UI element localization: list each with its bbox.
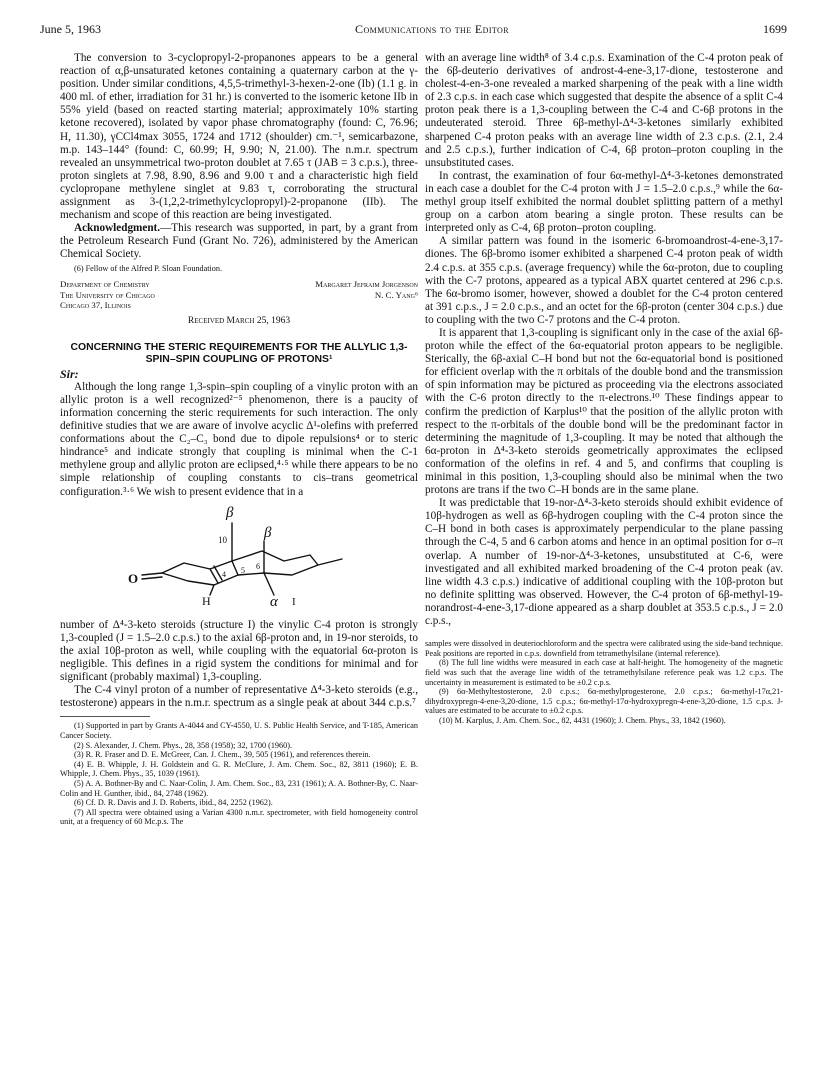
acknowledgment-heading: Acknowledgment. — [74, 222, 161, 235]
footnote: (3) R. R. Fraser and D. E. McGreer, Can. J. Chem., 39, 505 (1961), and references therein. — [74, 750, 371, 760]
footnote: (6) Cf. D. R. Davis and J. D. Roberts, ibid., 84, 2252 (1962). — [74, 798, 273, 808]
footnote: (9) 6α-Methyltestosterone, 2.0 c.p.s.; 6α-methylprogesterone, 2.0 c.p.s.; 6α-methyl-17α,21-dihydroxypregn-4-ene-3,20-dione, 1.5 c.p.s.; 6α-methyl-17α-hydroxypregn-4-ene-3,20-dione, 1.5 c.p.s. J-values are estimated to be accurate to ±0.2 c.p.s. — [425, 687, 783, 716]
footnote-rule — [60, 716, 150, 717]
label-c10: 10 — [218, 534, 227, 545]
address-line: The University of Chicago — [60, 289, 155, 300]
footnote: (7) All spectra were obtained using a Varian 4300 n.m.r. spectrometer, with field homogeneity control unit, at a frequency of 60 Mc.p.s. The — [60, 807, 418, 827]
address-authors — [315, 279, 418, 311]
label-alpha: α — [270, 593, 278, 610]
paragraph: It is apparent that 1,3-coupling is significant only in the case of the axial 6β-proton while the effect of the 6α-equatorial proton appears to be negligible. Sterically, the 6β-axial C–H bond but not the 6α-equatorial bond is positioned for efficient overlap with the π orbitals of the double bond and the transmission of spin information may be pictured as proceeding via the electrons associated with the C-6 proton directly to the π-electrons.¹⁰ These findings appear to confirm the prediction of Karplus¹⁰ that the position of the allylic proton with respect to the π-orbitals of the double bond will be the predominant factor in determining the magnitude of 1,3-coupling. It may be noted that although the 6α-proton in Δ⁴-3-keto steroids geometrically approximates the eclipsed conformation of the olefins in ref. 4 and 5, and confirms that coupling is minimal in this position, 1,3-coupling should also be minimal when the two protons are trans if the two C–H bonds are in the same plane. — [425, 326, 783, 497]
footnote: samples were dissolved in deuteriochloroform and the spectra were calibrated using the side-band technique. Peak positions are reported in c.p.s. downfield from tetramethylsilane (internal reference). — [425, 639, 783, 658]
label-c5: 5 — [241, 565, 245, 575]
right-column — [425, 52, 783, 725]
ring-a-bonds — [162, 561, 238, 585]
paragraph: The conversion to 3-cyclopropyl-2-propanones appears to be a general reaction of α,β-unsaturated ketones containing a quaternary carbon at the γ-position. Under similar conditions, 4,5,5-trimethyl-3-hexen-2-one (Ib) (1.1 g. in 400 ml. of ether, irradiation for 31 hr.) is converted to the isomeric ketone IIb in 55% yield (based on reacted starting material; approximately 10% starting ketone recovered), isolated by vapor phase chromatography (found: C, 76.96; H, 11.30), γCCl4max 3055, 1724 and 1712 (shoulder) cm.⁻¹, semicarbazone, m.p. 143–144° (found: C, 60.99; H, 9.90; N, 21.00). The n.m.r. spectrum revealed an unsymmetrical two-proton doublet at 7.65 τ (JAB = 3 c.p.s.), three-proton singlets at 7.98, 8.90, 8.96 and 9.00 τ and a characteristic high field cyclopropane methylene singlet at 9.83 τ, corroborating the structural assignment as 3-(1,2,2-trimethylcyclopropyl)-2-propanone (IIb). The mechanism and scope of this reaction are being investigated. — [60, 52, 418, 222]
received-date: Received March 25, 1963 — [187, 315, 291, 326]
acknowledgment — [60, 222, 418, 261]
paragraph: number of Δ⁴-3-keto steroids (structure I) the vinylic C-4 proton is strongly 1,3-coupled (J = 1.5–2.0 c.p.s.) to the axial 6β-proton and, in 19-nor steroids, to the axial 10β-proton as well, while coupling with the equatorial 6α-proton is negligible. This defines in a rigid system the conditions for minimal and for significant (probably maximal) 1,3-coupling. — [60, 618, 418, 684]
label-oxygen: O — [128, 570, 139, 586]
label-structure-number: I — [292, 595, 296, 608]
address-institution — [60, 279, 155, 311]
label-h: H — [202, 593, 211, 608]
footnote: (5) A. A. Bothner-By and C. Naar-Colin, J. Am. Chem. Soc., 83, 231 (1961); A. A. Bothner-By, C. Naar-Colin and H. Gunther, ibid., 84, 2748 (1962). — [60, 778, 418, 798]
paragraph: A similar pattern was found in the isomeric 6-bromoandrost-4-ene-3,17-diones. The 6β-bromo isomer exhibited a sharpened C-4 proton peak of width 2.4 c.p.s. at 355 c.p.s. (average frequency) while the 6α-proton, due to coupling with the C-7 protons, appeared as a typical ABX quartet centered at 296 c.p.s. The 6α-bromo isomer, however, showed a doublet for the C-4 proton centered at 391 c.p.s., J = 2.0 c.p.s., and an octet for the 6β-proton (center 304 c.p.s.) due to coupling with the two C-7 protons and the C-4 proton. — [425, 235, 783, 326]
paragraph: It was predictable that 19-nor-Δ⁴-3-keto steroids should exhibit evidence of 10β-hydrogen as well as 6β-hydrogen coupling with the C-4 proton since the C–H bond in both cases is approximately perpendicular to the plane passing through the C-4, 5 and 6 carbon atoms and hence in an optimal position for σ–π overlap. A number of 19-nor-Δ⁴-3-ketones, unsubstituted at C-6, were investigated and all exhibited marked broadening of the C-4 proton peak (av. line width 4.3 c.p.s.) indicative of additional coupling with the 10β-proton but no definite splitting was observed. However, the C-4 proton of 6β-methyl-19-norandrost-4-ene-3,17-dione appeared as a sharp doublet at 353.5 c.p.s., J = 2.0 c.p.s., — [425, 497, 783, 628]
paragraph: Although the long range 1,3-spin–spin coupling of a vinylic proton with an allylic proton is a well recognized²⁻⁵ phenomenon, there is a paucity of information concerning the steric requirements for such interaction. The only definitive studies that we are aware of involve acyclic Δ¹-olefins with preferred conformations about the C₂–C₃ bond due to dipole repulsions⁴ or to steric hindrance⁵ and indicate strongly that coupling is minimal when the C-1 methylene group and allylic proton are eclipsed,⁴·⁵ while there appears to be no simple relationship of coupling constants to cis–trans geometrical configuration.³·⁶ We wish to present evidence that in a — [60, 380, 418, 498]
paragraph: In contrast, the examination of four 6α-methyl-Δ⁴-3-ketones demonstrated in each case a doublet for the C-4 proton with J = 1.5–2.0 c.p.s.,⁹ while the 6α-methyl group itself exhibited the normal doublet splitting pattern of a methyl group on a carbon atom bearing a single proton. These results can be interpreted only as C-4, 6β proton–proton coupling. — [425, 169, 783, 235]
footnote: (8) The full line widths were measured in each case at half-height. The homogeneity of the magnetic field was such that the average line width of the tetramethylsilane reference peak was 1.2 c.p.s. The uncertainty in measurement is estimated to be ±0.2 c.p.s. — [425, 658, 783, 687]
carbonyl-bond — [142, 573, 162, 575]
paragraph: The C-4 vinyl proton of a number of representative Δ⁴-3-keto steroids (e.g., testosterone) appears in the n.m.r. spectrum as a single peak at about 344 c.p.s.⁷ — [60, 684, 418, 710]
steroid-structure-figure — [60, 503, 418, 615]
page-header — [40, 22, 787, 38]
acknowledgment-text: —This research was supported, in part, by a grant from the Petroleum Research Fund (Grant No. 726), administered by the American Chemical Society. — [60, 222, 418, 261]
structure-diagram — [114, 503, 364, 611]
paragraph: with an average line width⁸ of 3.4 c.p.s. Examination of the C-4 proton peak of the 6β-deuterio derivatives of androst-4-ene-3,17-dione, testosterone and cholest-4-en-3-one revealed a marked sharpening of the peak with a line width of 2.3 c.p.s. in each case which suggested that despite the absence of a split C-4 proton peak there is a 1,3-coupling between the C-4 and C-6β protons in the undeuterated steroid. Three 6β-methyl-Δ⁴-3-ketones similarly exhibited sharpened C-4 proton peaks with an average line width of 2.3 c.p.s. (2.1, 2.4 and 2.5 c.p.s.), further indication of C-4, 6β proton–proton coupling in the unsubstituted cases. — [425, 52, 783, 169]
author-address — [60, 279, 418, 311]
ring-continuation — [318, 559, 342, 565]
footnote: (1) Supported in part by Grants A-4044 and CY-4550, U. S. Public Health Service, and T-185, American Cancer Society. — [60, 721, 418, 740]
label-c4: 4 — [222, 569, 226, 579]
author-name: Margaret Jefraim Jorgenson — [315, 279, 418, 290]
salutation: Sir: — [60, 366, 79, 381]
label-beta: β — [264, 524, 272, 541]
article-title: CONCERNING THE STERIC REQUIREMENTS FOR THE ALLYLIC 1,3-SPIN–SPIN COUPLING OF PROTONS¹ — [70, 341, 408, 365]
equatorial-bond-c6 — [264, 573, 274, 595]
header-page-number: 1699 — [763, 22, 787, 36]
label-beta-top: β — [226, 504, 234, 521]
footnote: (10) M. Karplus, J. Am. Chem. Soc., 82, 4431 (1960); J. Chem. Phys., 33, 1842 (1960). — [439, 715, 726, 725]
address-line: Chicago 37, Illinois — [60, 300, 131, 311]
footnote: (2) S. Alexander, J. Chem. Phys., 28, 358 (1958); 32, 1700 (1960). — [74, 740, 292, 750]
carbonyl-bond-second — [142, 577, 162, 579]
left-column — [60, 52, 418, 827]
header-date: June 5, 1963 — [40, 22, 101, 36]
header-title: Communications to the Editor — [355, 22, 509, 36]
label-c6: 6 — [256, 561, 260, 571]
footnote: (4) E. B. Whipple, J. H. Goldstein and G. R. McClure, J. Am. Chem. Soc., 82, 3811 (1960); E. B. Whipple, J. Chem. Phys., 35, 1039 (1961). — [60, 759, 418, 779]
author-name: N. C. Yang⁶ — [374, 289, 418, 300]
address-line: Department of Chemistry — [60, 279, 150, 290]
footnote: (6) Fellow of the Alfred P. Sloan Foundation. — [74, 263, 223, 273]
